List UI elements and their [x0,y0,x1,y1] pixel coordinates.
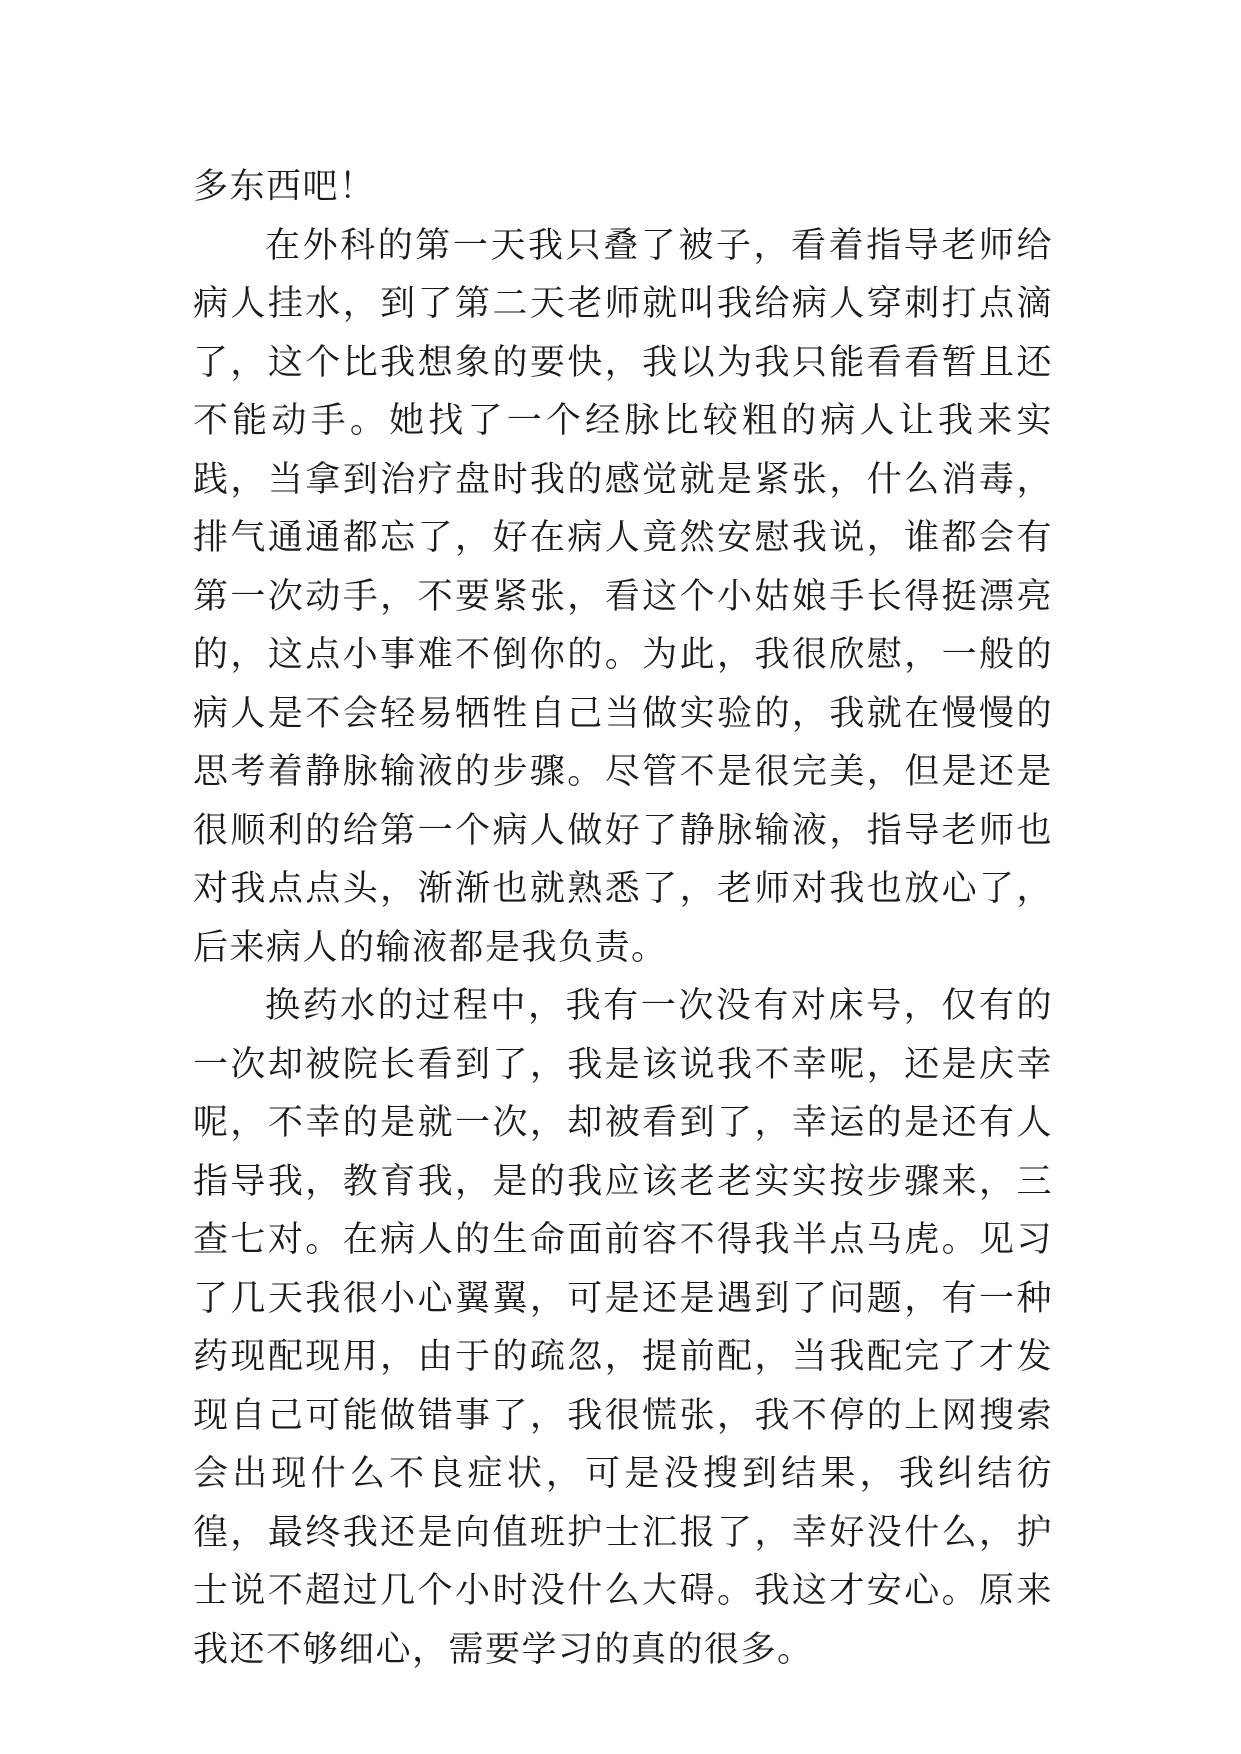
paragraph-changing-medicine: 换药水的过程中，我有一次没有对床号，仅有的一次却被院长看到了，我是该说我不幸呢，还是庆幸呢，不幸的是就一次，却被看到了，幸运的是还有人指导我，教育我，是的我应该老老实实按步骤来，三查七对。在病人的生命面前容不得我半点马虎。见习了几天我很小心翼翼，可是还是遇到了问题，有一种药现配现用，由于的疏忽，提前配，当我配完了才发现自己可能做错事了，我很慌张，我不停的上网搜索会出现什么不良症状，可是没搜到结果，我纠结彷徨，最终我还是向值班护士汇报了，幸好没什么，护士说不超过几个小时没什么大碍。我这才安心。原来我还不够细心，需要学习的真的很多。 [193,986,1053,1670]
document-body [193,158,1053,1679]
paragraph-surgery-first-day: 在外科的第一天我只叠了被子，看着指导老师给病人挂水，到了第二天老师就叫我给病人穿刺打点滴了，这个比我想象的要快，我以为我只能看看暂且还不能动手。她找了一个经脉比较粗的病人让我来实践，当拿到治疗盘时我的感觉就是紧张，什么消毒，排气通通都忘了，好在病人竟然安慰我说，谁都会有第一次动手，不要紧张，看这个小姑娘手长得挺漂亮的，这点小事难不倒你的。为此，我很欣慰，一般的病人是不会轻易牺牲自己当做实验的，我就在慢慢的思考着静脉输液的步骤。尽管不是很完美，但是还是很顺利的给第一个病人做好了静脉输液，指导老师也对我点点头，渐渐也就熟悉了，老师对我也放心了，后来病人的输液都是我负责。 [193,225,1053,968]
paragraph-continuation: 多东西吧！ [193,167,376,207]
